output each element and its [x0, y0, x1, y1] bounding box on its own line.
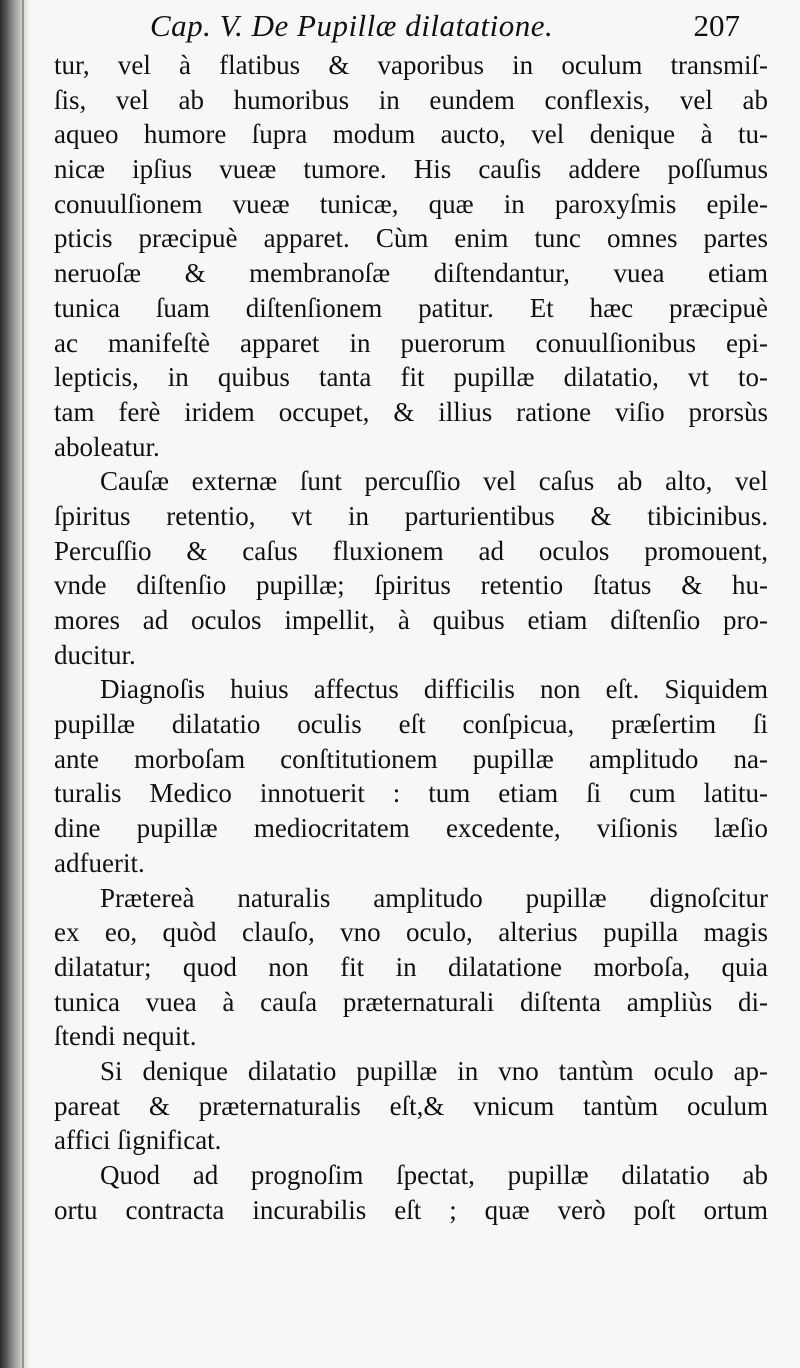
text-line: aboleatur. [54, 431, 160, 462]
page-number: 207 [693, 8, 740, 43]
text-line: ſpiritus retentio, vt in parturientibus & tibicinibus. [54, 500, 768, 531]
text-line: turalis Medico innotuerit : tum etiam ſi cum latitu- [54, 778, 768, 809]
text-line: conuulſionem vueæ tunicæ, quæ in paroxyſmis epile- [54, 188, 768, 219]
text-line: ducitur. [54, 639, 136, 670]
gutter-edge-line [22, 0, 24, 1368]
page-header [150, 8, 740, 48]
text-line: tur, vel à flatibus & vaporibus in oculum transmiſ- [54, 50, 768, 80]
text-line: tunica vuea à cauſa præternaturali diſtenta ampliùs di- [54, 986, 768, 1017]
text-line: ſtendi nequit. [54, 1021, 197, 1052]
text-line: ante morboſam conſtitutionem pupillæ amplitudo na- [54, 743, 768, 774]
text-line: pticis præcipuè apparet. Cùm enim tunc omnes partes [54, 223, 768, 254]
text-line: neruoſæ & membranoſæ diſtendantur, vuea etiam [54, 258, 768, 289]
text-line: ſis, vel ab humoribus in eundem conflexis, vel ab [54, 84, 768, 115]
text-line: vnde diſtenſio pupillæ; ſpiritus retentio ſtatus & hu- [54, 570, 768, 601]
text-line: adfuerit. [54, 847, 145, 878]
text-line: affici ſignificat. [54, 1125, 222, 1156]
text-line: aqueo humore ſupra modum aucto, vel denique à tu- [54, 119, 768, 150]
running-title: Cap. V. De Pupillæ dilatatione. [150, 8, 554, 43]
text-line: lepticis, in quibus tanta fit pupillæ dilatatio, vt to- [54, 362, 768, 393]
text-line: pareat & præternaturalis eſt,& vnicum tantùm oculum [54, 1090, 768, 1121]
text-line: dine pupillæ mediocritatem excedente, viſionis læſio [54, 813, 768, 844]
text-line: Diagnoſis huius affectus difficilis non eſt. Siquidem [100, 674, 768, 705]
text-line: Percuſſio & caſus fluxionem ad oculos promouent, [54, 535, 768, 566]
page-gutter-shadow [0, 0, 30, 1368]
text-line: Prætereà naturalis amplitudo pupillæ dignoſcitur [100, 882, 768, 913]
body-text [54, 48, 768, 1227]
text-line: ex eo, quòd clauſo, vno oculo, alterius pupilla magis [54, 917, 768, 948]
text-line: tunica ſuam diſtenſionem patitur. Et hæc præcipuè [54, 292, 768, 323]
text-line: pupillæ dilatatio oculis eſt conſpicua, præſertim ſi [54, 709, 768, 740]
text-line: Quod ad prognoſim ſpectat, pupillæ dilatatio ab [100, 1160, 768, 1190]
text-line: nicæ ipſius vueæ tumore. His cauſis addere poſſumus [54, 154, 768, 185]
text-line: ac manifeſtè apparet in puerorum conuulſionibus epi- [54, 327, 768, 358]
text-line: ortu contracta incurabilis eſt ; quæ verò poſt ortum [54, 1194, 768, 1225]
text-line: dilatatur; quod non fit in dilatatione morboſa, quia [54, 951, 768, 982]
text-line: Si denique dilatatio pupillæ in vno tantùm oculo ap- [100, 1055, 768, 1086]
text-line: Cauſæ externæ ſunt percuſſio vel caſus ab alto, vel [100, 466, 768, 497]
text-line: mores ad oculos impellit, à quibus etiam diſtenſio pro- [54, 605, 768, 635]
text-line: tam ferè iridem occupet, & illius ratione viſio prorsùs [54, 396, 768, 427]
